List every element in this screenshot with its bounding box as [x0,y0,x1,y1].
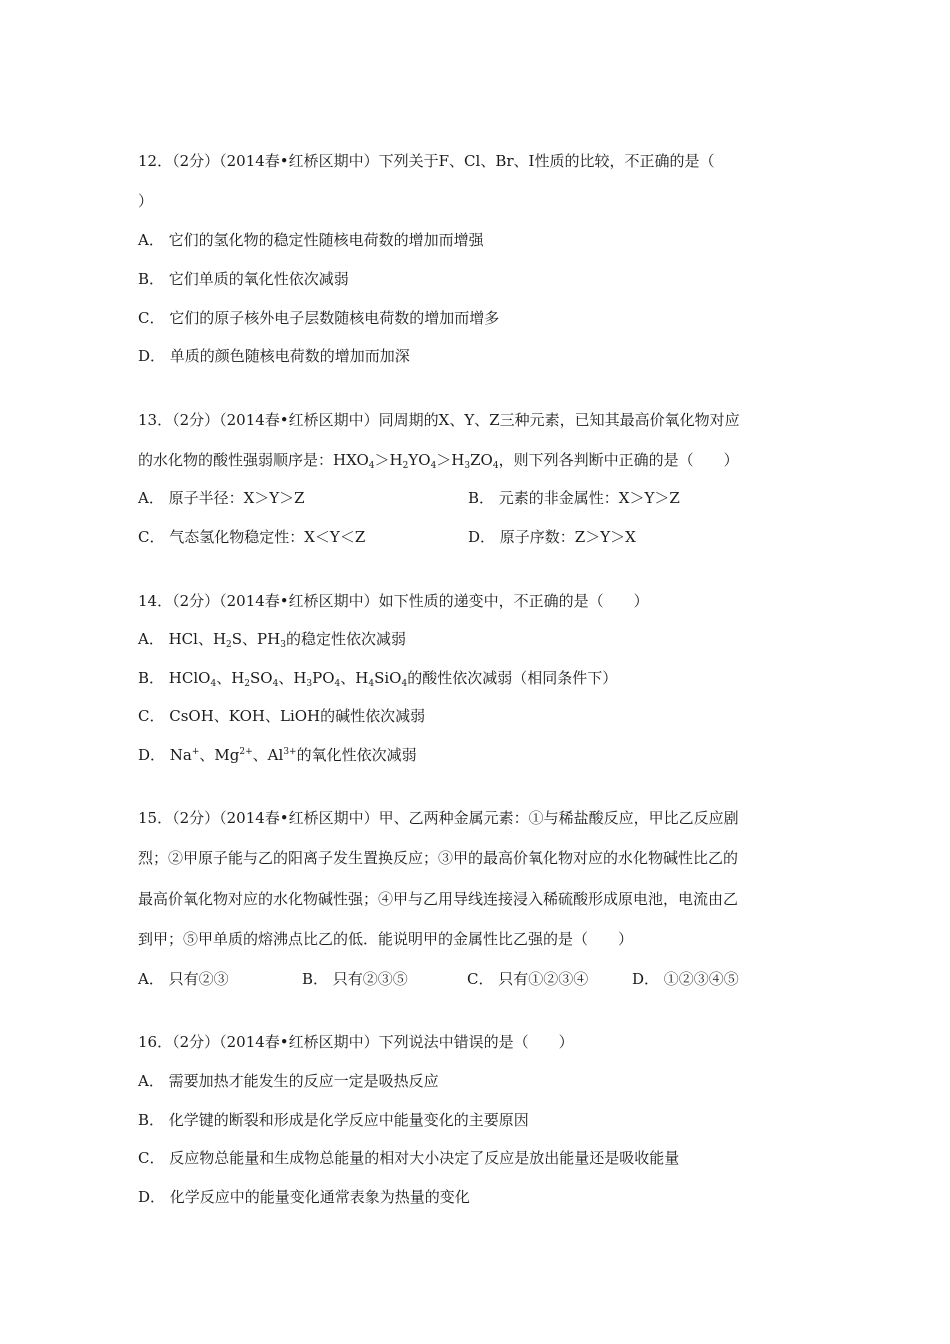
q15-stem-line3: 最高价氧化物对应的水化物碱性强；④甲与乙用导线连接浸入稀硫酸形成原电池，电流由乙 [138,890,739,908]
q14-option-c: C． CsOH、KOH、LiOH的碱性依次减弱 [138,707,426,725]
q12-option-d: D． 单质的颜色随核电荷数的增加而加深 [138,347,410,365]
q16-option-a: A． 需要加热才能发生的反应一定是吸热反应 [138,1072,439,1090]
q16-option-c: C． 反应物总能量和生成物总能量的相对大小决定了反应是放出能量还是吸收能量 [138,1149,680,1167]
q13-option-b: B． 元素的非金属性：X＞Y＞Z [468,489,680,507]
q12-stem-line2: ） [138,192,154,210]
q15-stem-line4: 到甲；⑤甲单质的熔沸点比乙的低．能说明甲的金属性比乙强的是（ ） [138,930,634,948]
q14-option-d: D． Na+、$Mg^{2+}$、$Al^{3+}$的氧化性依次减弱 [138,746,417,764]
q14-stem: 14．（2分）（2014春•红桥区期中）如下性质的递变中，不正确的是（ ） [138,592,649,610]
q15-option-a: A． 只有②③ [138,970,229,988]
q15-stem-line2: 烈；②甲原子能与乙的阳离子发生置换反应；③甲的最高价氧化物对应的水化物碱性比乙的 [138,849,739,867]
q13-option-c: C． 气态氢化物稳定性：X＜Y＜Z [138,528,366,546]
q16-option-d: D． 化学反应中的能量变化通常表象为热量的变化 [138,1188,470,1206]
q13-option-d: D． 原子序数：Z＞Y＞X [468,528,636,546]
q16-option-b: B． 化学键的断裂和形成是化学反应中能量变化的主要原因 [138,1111,529,1129]
q13-option-a: A． 原子半径：X＞Y＞Z [138,489,305,507]
q15-stem-line1: 15．（2分）（2014春•红桥区期中）甲、乙两种金属元素：①与稀盐酸反应，甲比乙反应剧 [138,809,739,827]
q15-option-d: D． ①②③④⑤ [632,970,739,988]
q12-option-b: B． 它们单质的氧化性依次减弱 [138,270,349,288]
q13-stem-line1: 13．（2分）（2014春•红桥区期中）同周期的X、Y、Z三种元素，已知其最高价氧化物对应 [138,411,740,429]
q14-option-b: B． HClO$_4$、$H_2SO_4$、$H_3PO_4$、$H_4SiO_4$的酸性依次减弱（相同条件下） [138,669,618,689]
q14-option-a: A． HCl、$H_2S$、$PH_3$的稳定性依次减弱 [138,630,406,650]
q15-option-c: C． 只有①②③④ [467,970,589,988]
q16-stem: 16．（2分）（2014春•红桥区期中）下列说法中错误的是（ ） [138,1033,574,1051]
q13-stem-line2: 的水化物的酸性强弱顺序是：$HXO_4>H_2YO_4>H_3ZO_4$，则下列各判断中正确的是（ ） [138,451,739,471]
q15-option-b: B． 只有②③⑤ [302,970,408,988]
q12-stem-line1: 12．（2分）（2014春•红桥区期中）下列关于F、Cl、Br、I性质的比较，不正确的是（ [138,152,715,170]
q12-option-a: A． 它们的氢化物的稳定性随核电荷数的增加而增强 [138,231,484,249]
q12-option-c: C． 它们的原子核外电子层数随核电荷数的增加而增多 [138,309,500,327]
